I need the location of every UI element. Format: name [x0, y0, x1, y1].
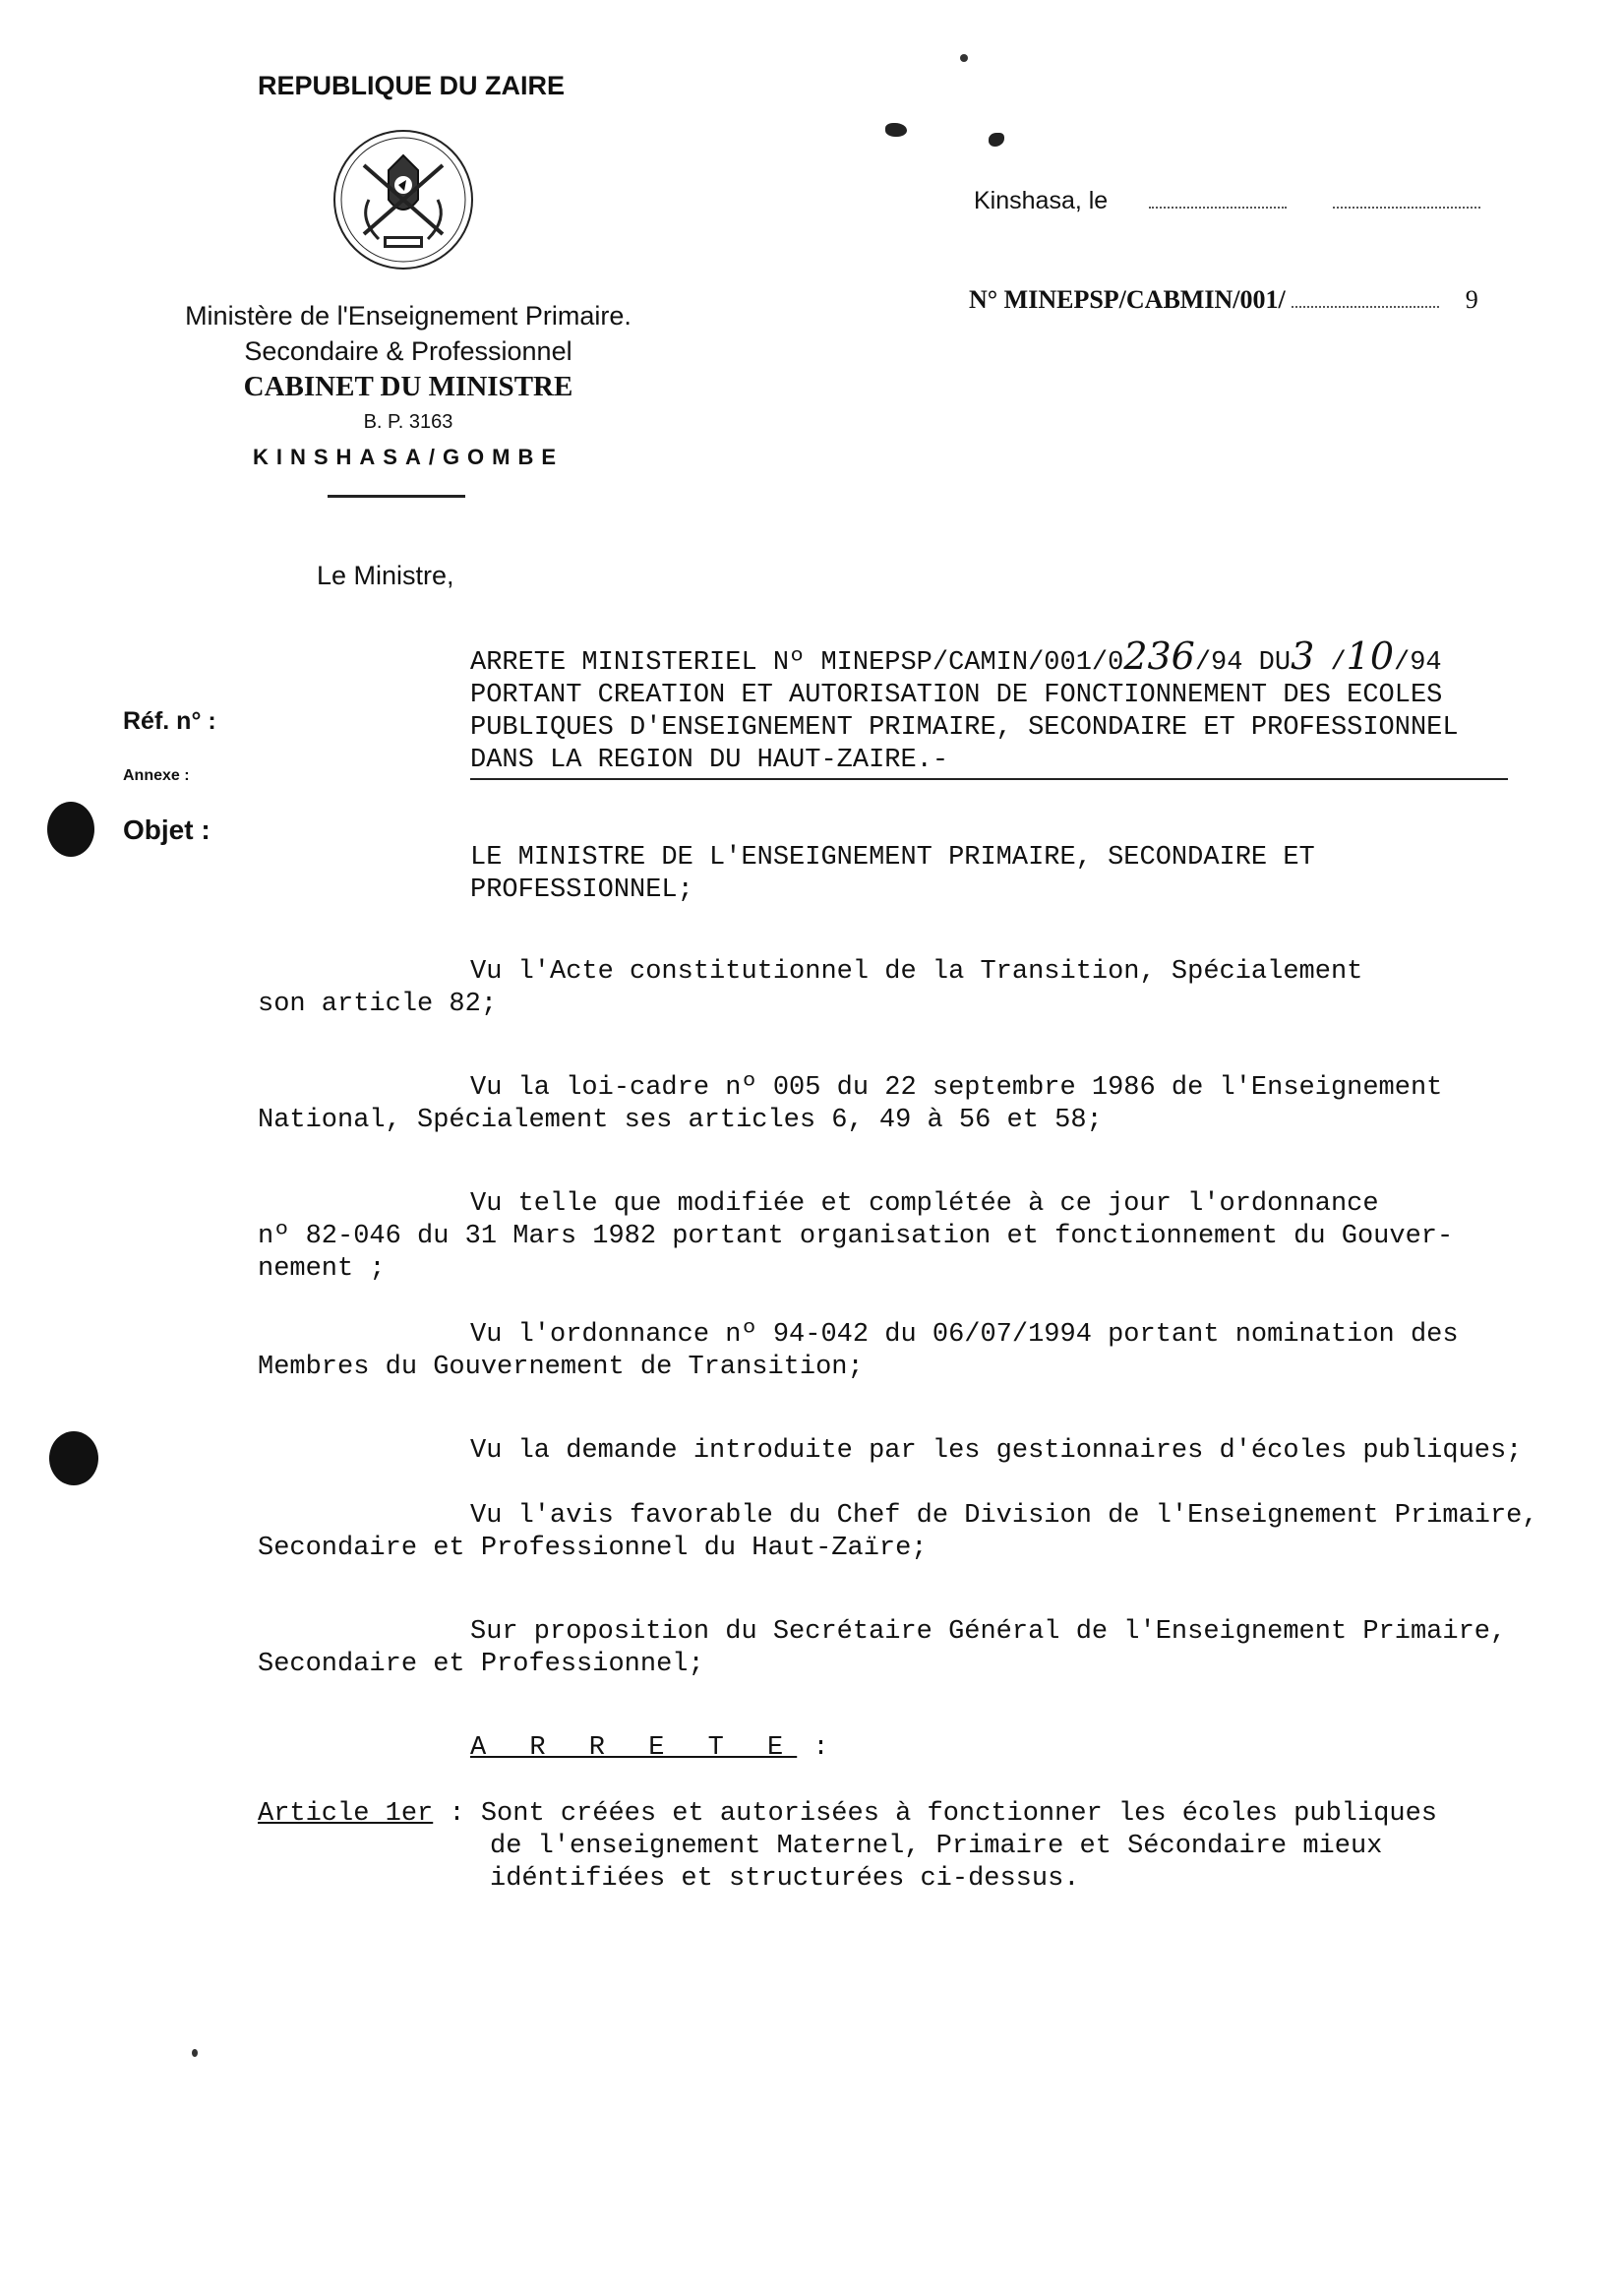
ministry-line-2: Secondaire & Professionnel: [244, 336, 572, 366]
objet-label: Objet :: [123, 814, 211, 845]
punch-hole-bottom: [49, 1431, 98, 1485]
vu-2-line-1: Vu la loi-cadre nº 005 du 22 septembre 1986 de l'Enseignement: [470, 1073, 1443, 1103]
vu-4-line-1: Vu l'ordonnance nº 94-042 du 06/07/1994 portant nomination des: [470, 1320, 1459, 1350]
arrete-title-line-4: DANS LA REGION DU HAUT-ZAIRE.-: [470, 746, 949, 775]
arrete-heading: [470, 1732, 829, 1765]
arrete-date-prefix: /94 DU: [1194, 648, 1292, 678]
ministry-underline: [328, 495, 465, 498]
city-line: KINSHASA/GOMBE: [252, 445, 565, 469]
minister-heading: [470, 842, 1315, 907]
annexe-label: Annexe :: [123, 767, 190, 784]
arrete-day-handwritten: 3: [1291, 634, 1315, 678]
minister-heading-line-1: LE MINISTRE DE L'ENSEIGNEMENT PRIMAIRE, SECONDAIRE ET: [470, 843, 1315, 873]
arrete-date-separator: /: [1314, 648, 1347, 678]
vu-5-line-1: Vu la demande introduite par les gestionnaires d'écoles publiques;: [470, 1436, 1523, 1466]
arrete-colon: :: [797, 1733, 829, 1763]
title-underline: [470, 778, 1508, 780]
ministry-line-1: Ministère de l'Enseignement Primaire.: [185, 301, 632, 331]
vu-4-line-2: Membres du Gouvernement de Transition;: [258, 1353, 864, 1382]
vu-3-line-1: Vu telle que modifiée et complétée à ce jour l'ordonnance: [470, 1189, 1379, 1219]
arrete-title: [470, 634, 1459, 777]
arrete-title-line-1: [470, 634, 1459, 680]
postal-box: B. P. 3163: [363, 411, 453, 433]
vu-6-line-2: Secondaire et Professionnel du Haut-Zaïre;: [258, 1534, 928, 1563]
arrete-title-line-3: PUBLIQUES D'ENSEIGNEMENT PRIMAIRE, SECONDAIRE ET PROFESSIONNEL: [470, 713, 1459, 743]
reference-blank: [1292, 302, 1439, 308]
cabinet-heading: CABINET DU MINISTRE: [243, 371, 573, 402]
reference-number-text: N° MINEPSP/CABMIN/001/: [969, 285, 1286, 314]
country-heading: REPUBLIQUE DU ZAIRE: [258, 71, 566, 100]
scan-speck: [885, 123, 907, 137]
arrete-title-line-2: PORTANT CREATION ET AUTORISATION DE FONCTIONNEMENT DES ECOLES: [470, 681, 1443, 710]
signatory-line: Le Ministre,: [317, 561, 454, 590]
article-1: [258, 1798, 1437, 1831]
article-label: Article 1er: [258, 1799, 434, 1829]
ministry-block: [143, 298, 674, 475]
date-blank-1: [1149, 203, 1287, 209]
punch-hole-top: [47, 802, 94, 857]
vu-6-line-1: Vu l'avis favorable du Chef de Division de l'Enseignement Primaire,: [470, 1501, 1538, 1531]
vu-3-line-2: nº 82-046 du 31 Mars 1982 portant organisation et fonctionnement du Gouver-: [258, 1222, 1454, 1251]
vu-3-line-3: nement ;: [258, 1254, 386, 1284]
arrete-number-handwritten: 236: [1123, 634, 1195, 678]
scan-speck: [960, 54, 968, 62]
scan-speck: [192, 2049, 198, 2057]
coat-of-arms-seal: [330, 126, 477, 273]
reference-number: [969, 285, 1478, 315]
place-date-line: [974, 187, 1480, 215]
coat-of-arms-icon: [330, 126, 477, 273]
ref-label: Réf. n° :: [123, 707, 216, 735]
place-date-label: Kinshasa, le: [974, 187, 1109, 214]
arrete-word: A R R E T E: [470, 1733, 798, 1763]
date-blank-2: [1333, 203, 1480, 209]
article-colon: :: [433, 1799, 481, 1829]
minister-heading-line-2: PROFESSIONNEL;: [470, 875, 693, 905]
scan-speck: [989, 133, 1004, 147]
sur-line-1: Sur proposition du Secrétaire Général de l'Enseignement Primaire,: [470, 1617, 1507, 1647]
reference-suffix: 9: [1465, 285, 1478, 314]
arrete-year: /94: [1394, 648, 1442, 678]
sur-line-2: Secondaire et Professionnel;: [258, 1650, 704, 1679]
article-line-2: de l'enseignement Maternel, Primaire et Sécondaire mieux: [490, 1832, 1383, 1861]
vu-1-line-1: Vu l'Acte constitutionnel de la Transition, Spécialement: [470, 957, 1363, 987]
vu-1-line-2: son article 82;: [258, 990, 498, 1019]
arrete-number-prefix: ARRETE MINISTERIEL Nº MINEPSP/CAMIN/001/0: [470, 648, 1124, 678]
vu-2-line-2: National, Spécialement ses articles 6, 49 à 56 et 58;: [258, 1106, 1103, 1135]
article-line-3: idéntifiées et structurées ci-dessus.: [490, 1864, 1080, 1894]
arrete-month-handwritten: 10: [1346, 634, 1395, 678]
article-line-1: Sont créées et autorisées à fonctionner les écoles publiques: [480, 1799, 1438, 1829]
